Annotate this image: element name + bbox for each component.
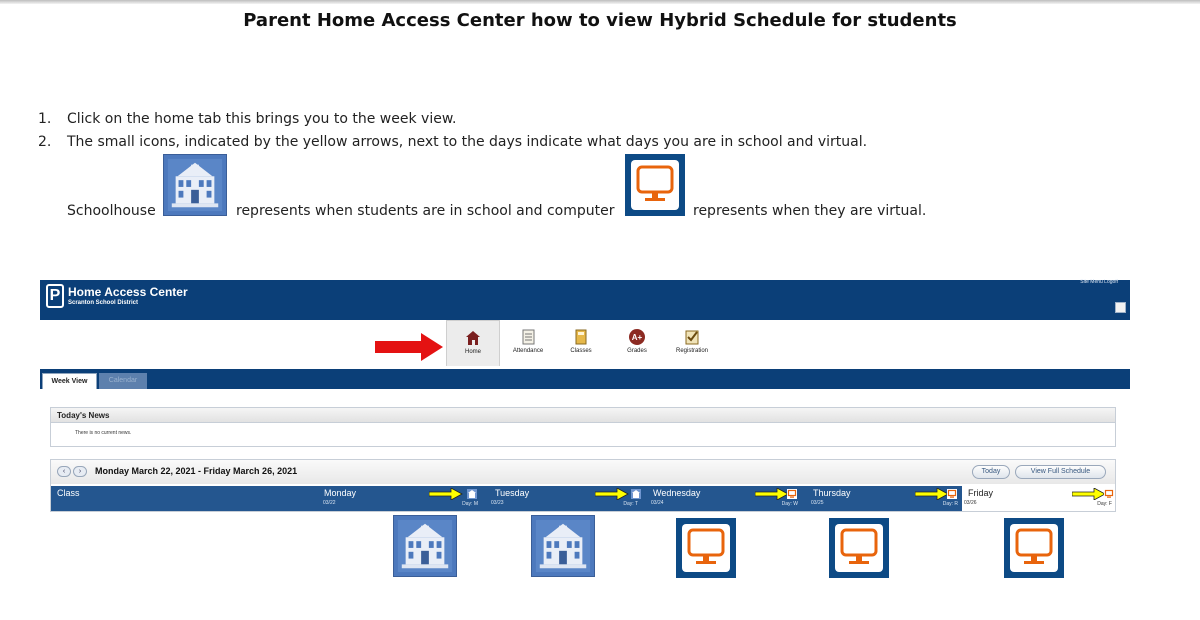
instruction-step — [38, 130, 867, 153]
hac-main-nav — [40, 320, 1130, 368]
step-number: 1. — [38, 110, 52, 127]
day-column-monday[interactable] — [321, 486, 481, 511]
nav-classes-label: Classes — [570, 348, 592, 354]
hac-header-links[interactable]: Site Menu Logoff — [1080, 279, 1118, 285]
document-title: Parent Home Access Center how to view Hybrid Schedule for students — [243, 10, 957, 31]
day-name: Monday — [324, 488, 357, 498]
next-week-button[interactable]: › — [73, 466, 87, 477]
day-code: Day: W — [781, 501, 798, 507]
yellow-pointer-arrow — [429, 488, 463, 500]
day-column-friday[interactable] — [961, 486, 1115, 511]
schoolhouse-icon — [393, 515, 457, 577]
legend-schoolhouse-label: Schoolhouse — [67, 203, 156, 219]
computer-mini-icon — [947, 489, 957, 499]
computer-mini-icon — [787, 489, 797, 499]
tab-week-view[interactable]: Week View — [42, 373, 97, 389]
day-name: Friday — [968, 488, 994, 498]
instruction-step — [38, 107, 867, 130]
yellow-pointer-arrow — [915, 488, 949, 500]
red-pointer-arrow — [375, 332, 445, 362]
day-date: 03/23 — [491, 500, 504, 506]
nav-home[interactable] — [446, 320, 500, 366]
instruction-list — [38, 107, 867, 153]
nav-grades-label: Grades — [627, 348, 647, 354]
schoolhouse-mini-icon — [631, 489, 641, 499]
hac-logo: P — [46, 284, 64, 308]
todays-news-panel — [50, 407, 1116, 447]
schoolhouse-icon — [163, 154, 227, 216]
computer-icon — [676, 518, 736, 578]
today-button[interactable]: Today — [972, 465, 1010, 479]
nav-home-label: Home — [464, 349, 481, 355]
grades-icon — [628, 328, 646, 346]
nav-classes[interactable] — [564, 320, 598, 366]
computer-mini-icon — [1104, 489, 1114, 499]
day-code: Day: T — [623, 501, 638, 507]
hac-app-title: Home Access Center — [68, 285, 188, 299]
nav-registration[interactable] — [670, 320, 714, 366]
day-date: 03/24 — [651, 500, 664, 506]
schoolhouse-mini-icon — [467, 489, 477, 499]
nav-attendance[interactable] — [506, 320, 550, 366]
step-text: The small icons, indicated by the yellow arrows, next to the days indicate what days you are in school and virtual. — [67, 133, 868, 150]
legend-school-text: represents when students are in school and computer — [236, 203, 615, 219]
view-tab-strip — [40, 369, 1130, 389]
day-name: Tuesday — [495, 488, 530, 498]
computer-icon — [625, 154, 685, 216]
day-date: 03/26 — [964, 500, 977, 506]
week-nav-header — [51, 460, 1115, 484]
day-column-thursday[interactable] — [801, 486, 961, 511]
home-icon — [464, 329, 482, 347]
day-column-wednesday[interactable] — [641, 486, 801, 511]
page-top-rule — [0, 0, 1200, 4]
day-code: Day: R — [942, 501, 958, 507]
day-name: Thursday — [813, 488, 851, 498]
legend-virtual-text: represents when they are virtual. — [693, 203, 927, 219]
day-column-tuesday[interactable] — [481, 486, 641, 511]
computer-icon — [1004, 518, 1064, 578]
news-body: There is no current news. — [75, 430, 132, 436]
yellow-pointer-arrow — [1072, 488, 1106, 500]
prev-week-button[interactable]: ‹ — [57, 466, 71, 477]
yellow-pointer-arrow — [755, 488, 789, 500]
computer-icon — [829, 518, 889, 578]
week-range: Monday March 22, 2021 - Friday March 26, 2021 — [95, 466, 298, 476]
schedule-header-row — [51, 486, 1115, 511]
step-number: 2. — [38, 133, 52, 150]
classes-icon — [572, 328, 590, 346]
yellow-pointer-arrow — [595, 488, 629, 500]
hac-district-name: Scranton School District — [68, 300, 139, 306]
nav-registration-label: Registration — [675, 348, 708, 354]
day-date: 03/25 — [811, 500, 824, 506]
hac-screenshot — [40, 280, 1130, 516]
attendance-icon — [519, 328, 537, 346]
svg-text:A+: A+ — [631, 333, 643, 342]
nav-attendance-label: Attendance — [512, 348, 544, 354]
hac-header — [40, 280, 1130, 320]
schoolhouse-icon — [531, 515, 595, 577]
day-code: Day: F — [1097, 501, 1112, 507]
step-text: Click on the home tab this brings you to the week view. — [67, 110, 457, 127]
nav-grades[interactable] — [620, 320, 654, 366]
news-title: Today's News — [51, 408, 1115, 423]
class-column-header — [51, 486, 321, 511]
class-header-label: Class — [57, 488, 80, 498]
week-schedule-panel — [50, 459, 1116, 512]
day-date: 03/22 — [323, 500, 336, 506]
view-full-schedule-button[interactable]: View Full Schedule — [1015, 465, 1106, 479]
settings-icon[interactable] — [1115, 302, 1126, 313]
day-code: Day: M — [462, 501, 478, 507]
registration-icon — [683, 328, 701, 346]
tab-calendar[interactable]: Calendar — [99, 373, 147, 389]
day-name: Wednesday — [653, 488, 701, 498]
